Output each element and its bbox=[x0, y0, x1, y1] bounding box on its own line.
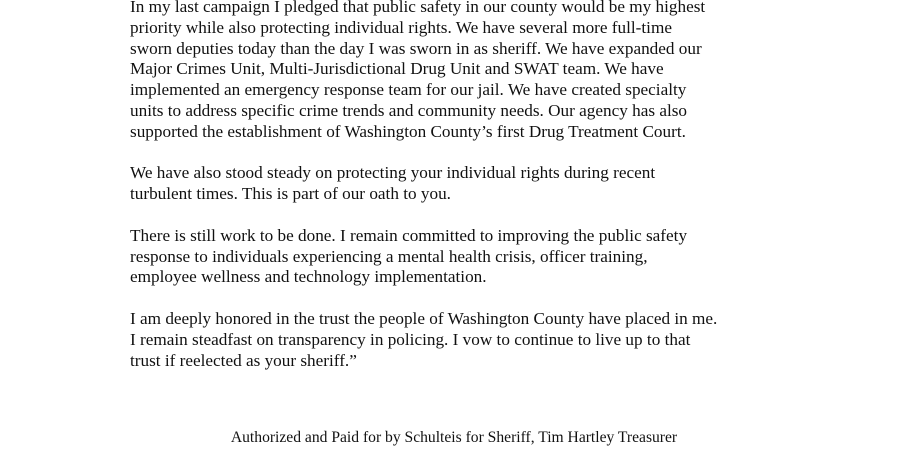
text-line: priority while also protecting individual rights. We have several more full-time bbox=[130, 17, 672, 37]
paragraph-individual-rights bbox=[130, 163, 830, 205]
letter-body bbox=[130, 0, 830, 392]
text-line: trust if reelected as your sheriff.” bbox=[130, 350, 357, 370]
paragraph-work-to-be-done bbox=[130, 226, 830, 288]
text-line: units to address specific crime trends and community needs. Our agency has also bbox=[130, 100, 688, 120]
text-line: Major Crimes Unit, Multi-Jurisdictional Drug Unit and SWAT team. We have bbox=[130, 59, 664, 79]
paragraph-closing bbox=[130, 309, 830, 371]
text-line: supported the establishment of Washington County’s first Drug Treatment Court. bbox=[130, 121, 686, 141]
paragraph-campaign-record bbox=[130, 0, 830, 143]
text-line: employee wellness and technology implementation. bbox=[130, 267, 487, 287]
text-line: sworn deputies today than the day I was sworn in as sheriff. We have expanded our bbox=[130, 38, 702, 58]
text-line: We have also stood steady on protecting your individual rights during recent bbox=[130, 163, 656, 183]
text-line: I am deeply honored in the trust the people of Washington County have placed in me. bbox=[130, 308, 718, 328]
text-line: turbulent times. This is part of our oath to you. bbox=[130, 184, 451, 204]
paid-for-disclaimer: Authorized and Paid for by Schulteis for Sheriff, Tim Hartley Treasurer bbox=[230, 429, 678, 446]
text-line: There is still work to be done. I remain committed to improving the public safety bbox=[130, 225, 688, 245]
text-line: In my last campaign I pledged that public safety in our county would be my highest bbox=[130, 0, 706, 16]
text-line: I remain steadfast on transparency in policing. I vow to continue to live up to that bbox=[130, 329, 691, 349]
text-line: response to individuals experiencing a mental health crisis, officer training, bbox=[130, 246, 648, 266]
text-line: implemented an emergency response team for our jail. We have created specialty bbox=[130, 80, 687, 100]
